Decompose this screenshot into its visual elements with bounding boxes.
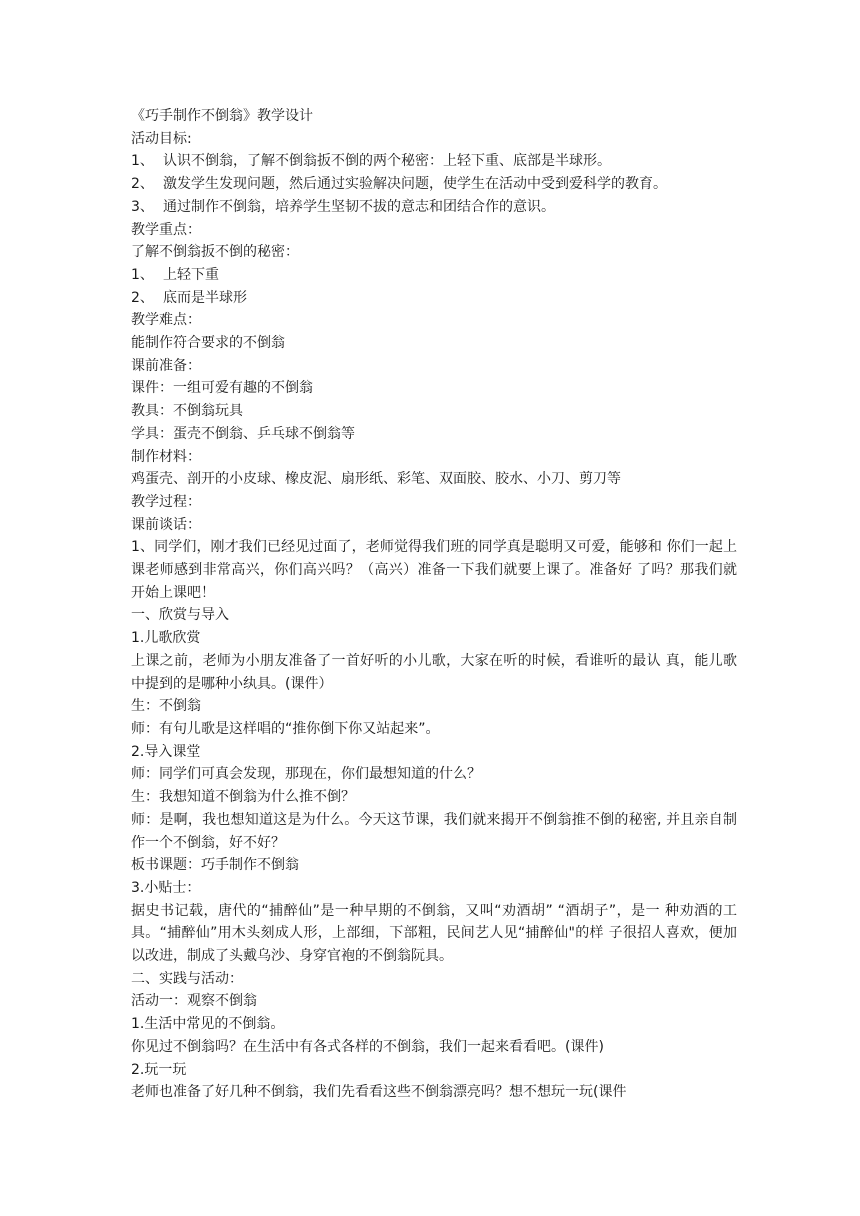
materials-heading: 制作材料： bbox=[131, 448, 201, 465]
key-point-number: 2、 bbox=[131, 289, 154, 306]
section-heading: 一、欣赏与导入 bbox=[131, 607, 229, 624]
key-intro: 了解不倒翁扳不倒的秘密： bbox=[131, 244, 299, 261]
subsection-heading: 1.生活中常见的不倒翁。 bbox=[131, 1016, 285, 1033]
subsection-heading: 2.导入课堂 bbox=[131, 743, 201, 760]
subsection-heading: 2.玩一玩 bbox=[131, 1061, 187, 1078]
pretalk-paragraph: 1、同学们，刚才我们已经见过面了，老师觉得我们班的同学真是聪明又可爱，能够和 你们一起上课老师感到非常高兴，你们高兴吗？（高兴）准备一下我们就要上课了。准备好 了吗？那我们就开始上课吧！ bbox=[131, 539, 737, 601]
section-heading: 二、实践与活动： bbox=[131, 970, 243, 987]
key-point bbox=[131, 287, 737, 310]
activity-heading: 活动一：观察不倒翁 bbox=[131, 993, 257, 1010]
document-page bbox=[131, 105, 737, 1104]
goals-heading: 活动目标: bbox=[131, 130, 192, 147]
goal-item bbox=[131, 173, 737, 196]
goal-item bbox=[131, 196, 737, 219]
prep-heading: 课前准备： bbox=[131, 357, 201, 374]
difficulty-text: 能制作符合要求的不倒翁 bbox=[131, 335, 285, 352]
goal-number: 3、 bbox=[131, 198, 154, 215]
goal-text: 认识不倒翁，了解不倒翁扳不倒的两个秘密：上轻下重、底部是半球形。 bbox=[163, 153, 611, 170]
dialogue-line: 生：我想知道不倒翁为什么推不倒？ bbox=[131, 789, 355, 806]
teacher-paragraph: 师：是啊，我也想知道这是为什么。今天这节课，我们就来揭开不倒翁推不倒的秘密, 并且亲自制作一个不倒翁，好不好？ bbox=[131, 811, 737, 851]
difficulty-heading: 教学难点： bbox=[131, 312, 201, 329]
key-point-text: 上轻下重 bbox=[163, 266, 219, 283]
subsection-heading: 3.小贴士： bbox=[131, 879, 201, 896]
key-point-text: 底而是半球形 bbox=[163, 289, 247, 306]
activity-text: 你见过不倒翁吗？在生活中有各式各样的不倒翁，我们一起来看看吧。(课件) bbox=[131, 1038, 604, 1055]
goal-text: 通过制作不倒翁，培养学生坚韧不拔的意志和团结合作的意识。 bbox=[163, 198, 555, 215]
teacher-line: 师：有句儿歌是这样唱的“推你倒下你又站起来”。 bbox=[131, 720, 440, 737]
goal-number: 1、 bbox=[131, 153, 154, 170]
process-heading: 教学过程： bbox=[131, 493, 201, 510]
pretalk-heading: 课前谈话： bbox=[131, 516, 201, 533]
board-title-line: 板书课题：巧手制作不倒翁 bbox=[131, 857, 299, 874]
tips-paragraph: 据史书记载，唐代的“捕醉仙”是一种早期的不倒翁，又叫“劝酒胡” “酒胡子”，是一 种劝酒的工具。“捕醉仙”用木头刻成人形，上部细，下部粗，民间艺人见“捕醉仙"的样 子很招人喜欢，便加以改进，制成了头戴乌沙、身穿官袍的不倒翁阮具。 bbox=[131, 902, 737, 965]
student-line: 生：不倒翁 bbox=[131, 698, 201, 715]
dialogue-line: 师：同学们可真会发现，那现在，你们最想知道的什么？ bbox=[131, 766, 481, 783]
goal-text: 激发学生发现问题，然后通过实验解决问题，使学生在活动中受到爱科学的教育。 bbox=[163, 176, 667, 193]
song-paragraph: 上课之前，老师为小朋友准备了一首好听的小儿歌，大家在听的时候，看谁听的最认 真，能儿歌中提到的是哪种小纨具。(课件） bbox=[131, 652, 737, 692]
goal-item bbox=[131, 150, 737, 173]
prep-item: 教具：不倒翁玩具 bbox=[131, 403, 243, 420]
document-title: 《巧手制作不倒翁》教学设计 bbox=[131, 108, 313, 124]
key-point bbox=[131, 264, 737, 287]
activity-text: 老师也准备了好几种不倒翁，我们先看看这些不倒翁漂亮吗？想不想玩一玩(课件 bbox=[131, 1084, 627, 1101]
prep-item: 学具：蛋壳不倒翁、乒乓球不倒翁等 bbox=[131, 425, 355, 442]
prep-item: 课件：一组可爱有趣的不倒翁 bbox=[131, 380, 313, 397]
key-point-number: 1、 bbox=[131, 266, 154, 283]
key-heading: 教学重点： bbox=[131, 221, 201, 238]
subsection-heading: 1.儿歌欣赏 bbox=[131, 630, 201, 647]
goal-number: 2、 bbox=[131, 176, 154, 193]
materials-text: 鸡蛋壳、剖开的小皮球、橡皮泥、扇形纸、彩笔、双面胶、胶水、小刀、剪刀等 bbox=[131, 471, 621, 488]
